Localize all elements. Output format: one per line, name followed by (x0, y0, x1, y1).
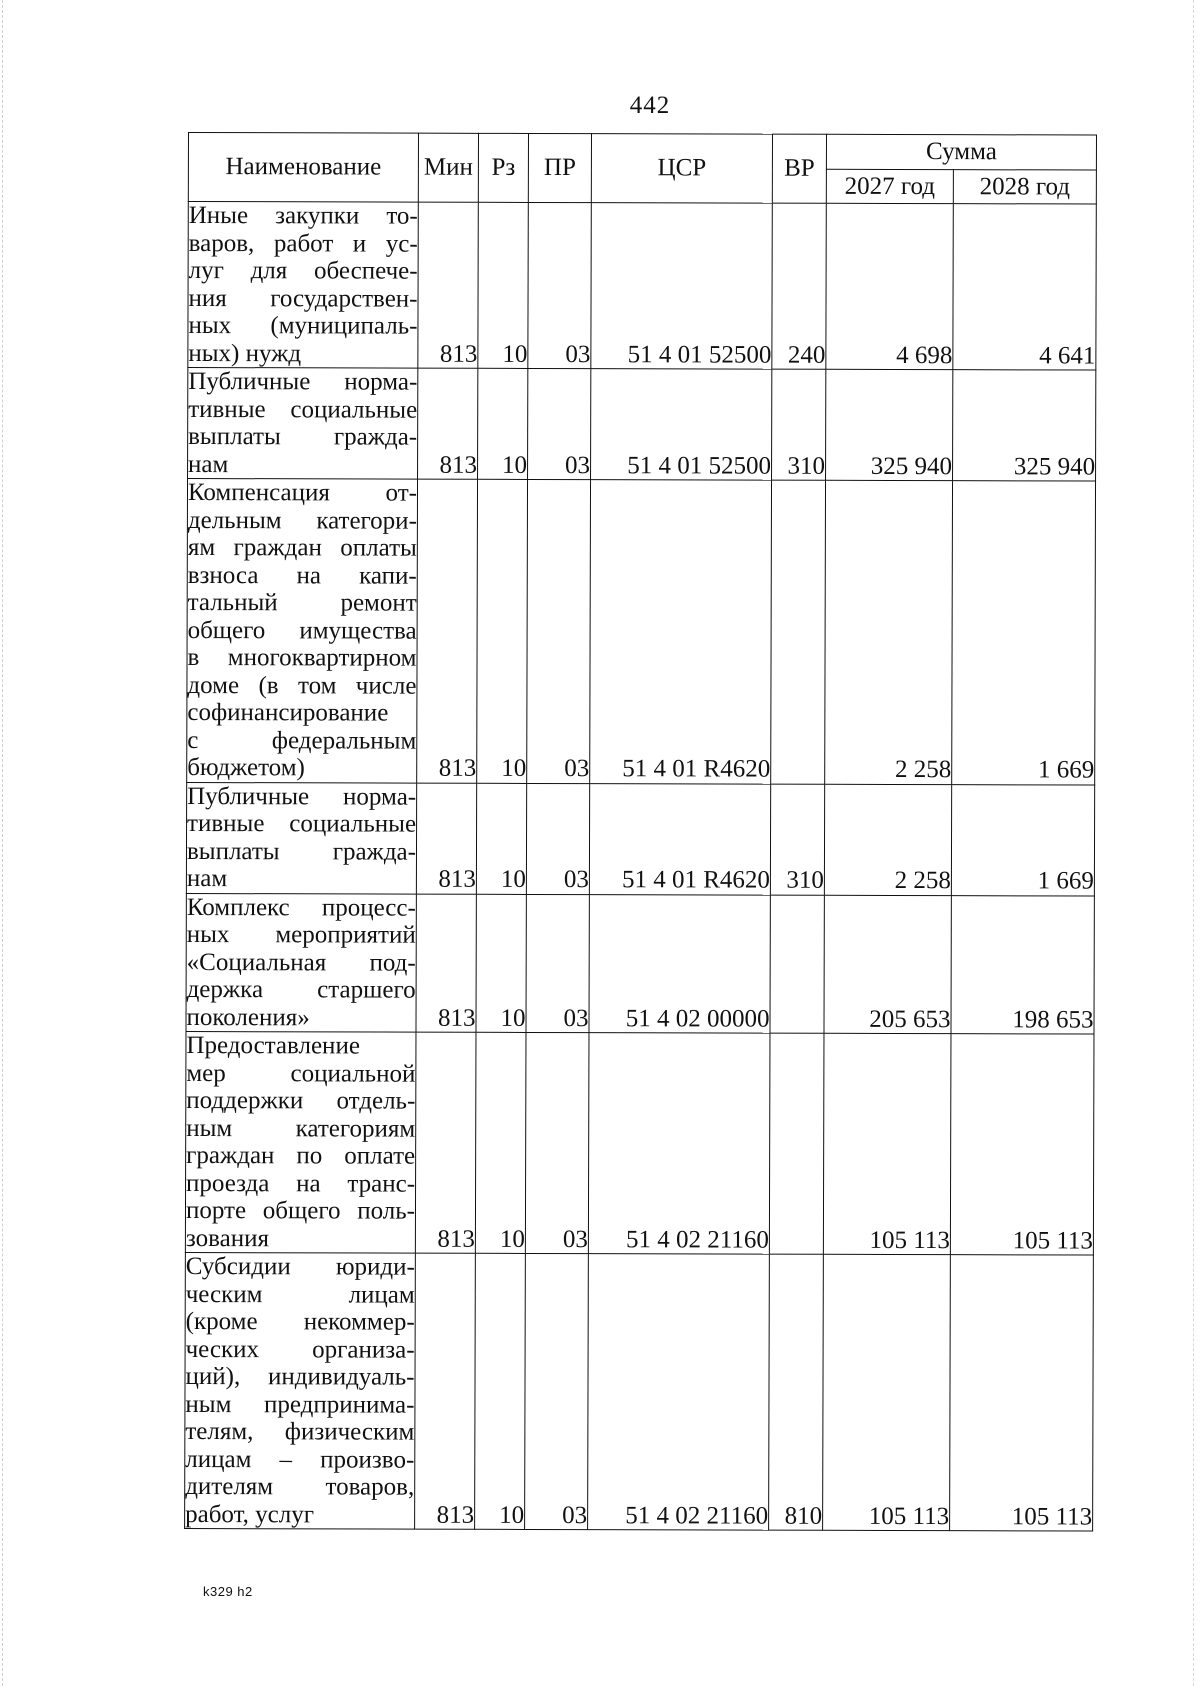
row-name-line: тальный ремонт (187, 589, 417, 617)
table-row (185, 1031, 1094, 1255)
row-min: 813 (416, 783, 476, 894)
row-rz: 10 (475, 1032, 526, 1253)
row-sum-2027: 325 940 (826, 369, 953, 480)
row-csr: 51 4 01 52500 (591, 369, 772, 481)
row-name-line: зования (185, 1224, 270, 1252)
row-name-line: граждан по оплате (186, 1141, 416, 1170)
row-csr: 51 4 02 21160 (588, 1033, 770, 1255)
row-sum-2028: 1 669 (952, 481, 1096, 785)
row-name-line: Публичные норма- (188, 368, 418, 396)
row-name-line: общего имущества (187, 616, 417, 645)
row-name-line: держка старшего (186, 975, 416, 1004)
row-name (185, 1252, 416, 1529)
row-name-line: тивные социальные (187, 810, 417, 838)
header-year-2027: 2027 год (826, 169, 953, 203)
row-name-line: дителям товаров, (185, 1472, 415, 1501)
row-sum-2028: 105 113 (950, 1034, 1094, 1255)
budget-table (184, 132, 1097, 1532)
row-name (188, 202, 418, 369)
row-pr: 03 (525, 1032, 589, 1253)
row-vr (771, 480, 826, 784)
row-name (186, 893, 416, 1032)
row-name-line: Иные закупки то- (188, 202, 418, 230)
row-name-line: выплаты гражда- (188, 423, 418, 451)
row-name-line: варов, работ и ус- (188, 229, 418, 258)
table-row (188, 368, 1096, 482)
header-vr: ВР (772, 134, 826, 203)
row-sum-2027: 105 113 (823, 1033, 951, 1254)
table-row (186, 893, 1094, 1034)
header-name: Наименование (188, 133, 418, 203)
row-vr: 310 (772, 369, 826, 480)
row-pr: 03 (526, 894, 589, 1033)
row-name-line: порте общего поль- (185, 1196, 416, 1225)
row-name-line: ных) нужд (188, 339, 302, 367)
row-sum-2028: 1 669 (951, 784, 1094, 895)
row-sum-2027: 2 258 (824, 784, 951, 895)
row-name-line: с федеральным (187, 726, 417, 755)
row-name-line: (кроме некоммер- (185, 1307, 415, 1336)
row-name-line: взноса на капи- (187, 561, 417, 590)
row-name-line: ций), индивидуаль- (185, 1362, 415, 1391)
row-name-line: Публичные норма- (187, 782, 417, 811)
row-csr: 51 4 02 00000 (589, 894, 770, 1033)
row-name-line: бюджетом) (187, 754, 305, 782)
row-name-line: ных мероприятий (186, 920, 416, 949)
row-name-line: мер социальной (186, 1059, 416, 1088)
row-min: 813 (415, 1032, 476, 1253)
page-number: 442 (629, 92, 671, 119)
row-name-line: Компенсация от- (187, 479, 418, 507)
row-name-line: работ, услуг (185, 1500, 315, 1528)
row-vr (769, 1033, 824, 1254)
footer-code: k329 h2 (203, 1584, 253, 1599)
row-name (185, 1031, 416, 1253)
row-sum-2028: 325 940 (953, 370, 1096, 481)
row-name-line: выплаты гражда- (186, 837, 417, 866)
row-vr: 240 (772, 203, 826, 369)
row-name-line: Комплекс процесс- (186, 893, 416, 922)
row-name-line: ям граждан оплаты (187, 534, 417, 562)
row-vr: 310 (770, 784, 824, 895)
row-csr: 51 4 01 R4620 (589, 783, 770, 895)
table-row (186, 782, 1094, 896)
row-name-line: ческим лицам (185, 1280, 415, 1309)
row-pr: 03 (528, 202, 591, 368)
row-sum-2028: 4 641 (953, 204, 1096, 370)
row-sum-2027: 4 698 (826, 203, 953, 369)
row-rz: 10 (478, 368, 528, 479)
row-name-line: доме (в том числе (187, 671, 417, 700)
row-csr: 51 4 01 52500 (591, 203, 772, 370)
row-name-line: Субсидии юриди- (185, 1252, 415, 1281)
row-rz: 10 (476, 783, 526, 894)
row-name-line: ния государствен- (188, 284, 418, 313)
row-csr: 51 4 01 R4620 (590, 480, 772, 784)
row-pr: 03 (525, 1253, 589, 1529)
row-min: 813 (417, 479, 478, 783)
row-name-line: нам (188, 450, 229, 478)
row-name-line: софинансирование (187, 699, 389, 727)
table-row (188, 202, 1096, 371)
row-min: 813 (416, 894, 476, 1033)
row-name-line: Предоставление (186, 1031, 360, 1060)
row-name-line: в многоквартирном (187, 644, 417, 672)
header-csr: ЦСР (591, 134, 772, 204)
row-sum-2027: 205 653 (824, 895, 951, 1034)
row-vr: 810 (769, 1254, 824, 1530)
budget-table-wrapper (184, 132, 1096, 1545)
row-name (187, 479, 418, 783)
row-name-line: луг для обеспече- (188, 257, 418, 285)
row-min: 813 (415, 1253, 476, 1529)
row-vr (770, 895, 824, 1034)
row-name-line: тивные социальные (188, 395, 418, 424)
row-min: 813 (418, 368, 478, 479)
row-name-line: поколения» (186, 1003, 310, 1031)
header-min: Мин (418, 133, 478, 202)
row-name-line: ным категориям (186, 1114, 416, 1143)
table-row (187, 479, 1096, 785)
row-pr: 03 (526, 783, 589, 894)
row-sum-2028: 198 653 (951, 895, 1094, 1034)
row-sum-2028: 105 113 (950, 1255, 1094, 1531)
table-header-row (188, 133, 1096, 171)
row-rz: 10 (475, 1253, 526, 1529)
row-min: 813 (418, 202, 478, 368)
table-body (185, 202, 1097, 1532)
row-name (188, 368, 418, 480)
row-sum-2027: 2 258 (825, 480, 953, 784)
scan-edge-right (1193, 0, 1194, 1686)
row-name-line: лицам – произво- (185, 1445, 415, 1474)
row-name-line: поддержки отдель- (186, 1086, 416, 1115)
row-name-line: ных (муниципаль- (188, 312, 418, 340)
row-name-line: «Социальная под- (186, 948, 416, 977)
header-pr: ПР (528, 133, 591, 202)
header-sum: Сумма (826, 134, 1096, 170)
row-csr: 51 4 02 21160 (588, 1254, 770, 1531)
row-rz: 10 (476, 894, 526, 1033)
header-rz: Рз (478, 133, 528, 202)
row-rz: 10 (478, 202, 528, 368)
row-pr: 03 (527, 479, 591, 783)
row-rz: 10 (477, 479, 528, 783)
row-name-line: нам (186, 864, 228, 893)
row-name (186, 782, 416, 894)
header-year-2028: 2028 год (953, 170, 1096, 204)
row-name-line: дельным категори- (187, 506, 417, 535)
row-pr: 03 (528, 368, 591, 479)
row-name-line: телям, физическим (185, 1417, 415, 1446)
row-name-line: ческих организа- (185, 1335, 415, 1364)
row-name-line: ным предпринима- (185, 1390, 415, 1419)
scan-edge-left (2, 0, 3, 1686)
table-row (185, 1252, 1094, 1531)
row-sum-2027: 105 113 (823, 1254, 951, 1530)
row-name-line: проезда на транс- (186, 1169, 416, 1198)
